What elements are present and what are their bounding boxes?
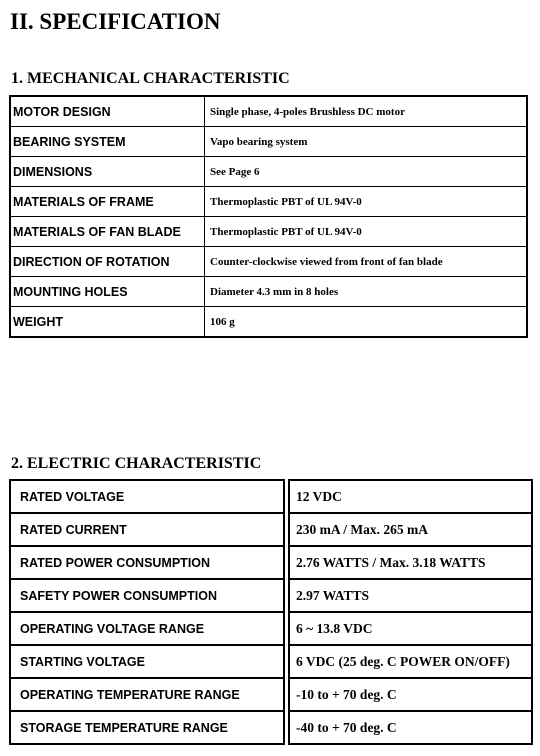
- spec-value: 6 VDC (25 deg. C POWER ON/OFF): [288, 645, 533, 678]
- spec-value: 12 VDC: [288, 479, 533, 513]
- spec-label: OPERATING TEMPERATURE RANGE: [9, 678, 285, 711]
- spec-label: DIMENSIONS: [11, 157, 205, 187]
- table-row: [11, 187, 526, 217]
- table-row: [9, 711, 533, 745]
- spec-value: 2.97 WATTS: [288, 579, 533, 612]
- table-row: [9, 612, 533, 645]
- spec-label: BEARING SYSTEM: [11, 127, 205, 157]
- table-row: [9, 579, 533, 612]
- spec-label: OPERATING VOLTAGE RANGE: [9, 612, 285, 645]
- table-row: [11, 307, 526, 336]
- spec-label: MOUNTING HOLES: [11, 277, 205, 307]
- page-title: II. SPECIFICATION: [10, 9, 221, 34]
- mechanical-spec-table: [9, 95, 528, 338]
- table-row: [9, 645, 533, 678]
- spec-value: Thermoplastic PBT of UL 94V-0: [205, 187, 526, 217]
- table-row: [11, 97, 526, 127]
- spec-value: Vapo bearing system: [205, 127, 526, 157]
- spec-value: Single phase, 4-poles Brushless DC motor: [205, 97, 526, 127]
- spec-value: 106 g: [210, 315, 235, 328]
- table-row: [11, 277, 526, 307]
- spec-value: -40 to + 70 deg. C: [288, 711, 533, 745]
- spec-value: Diameter 4.3 mm in 8 holes: [205, 277, 526, 307]
- spec-value: -10 to + 70 deg. C: [288, 678, 533, 711]
- spec-label: RATED VOLTAGE: [9, 479, 285, 513]
- table-row: [11, 157, 526, 187]
- spec-label: MATERIALS OF FAN BLADE: [11, 217, 205, 247]
- spec-value: 2.76 WATTS / Max. 3.18 WATTS: [288, 546, 533, 579]
- electric-spec-table: [9, 479, 533, 745]
- table-row: [9, 513, 533, 546]
- spec-label: STARTING VOLTAGE: [9, 645, 285, 678]
- spec-label: RATED CURRENT: [9, 513, 285, 546]
- spec-value: Counter-clockwise viewed from front of fan blade: [205, 247, 526, 277]
- table-row: [9, 546, 533, 579]
- electric-section-title: 2. ELECTRIC CHARACTERISTIC: [11, 455, 262, 472]
- table-row: [11, 217, 526, 247]
- spec-label: RATED POWER CONSUMPTION: [9, 546, 285, 579]
- spec-label: SAFETY POWER CONSUMPTION: [9, 579, 285, 612]
- spec-label: MOTOR DESIGN: [11, 97, 205, 127]
- mechanical-section-title: 1. MECHANICAL CHARACTERISTIC: [11, 70, 290, 87]
- spec-label: MATERIALS OF FRAME: [11, 187, 205, 217]
- spec-label: DIRECTION OF ROTATION: [11, 247, 205, 277]
- spec-value: 6 ~ 13.8 VDC: [288, 612, 533, 645]
- spec-value: Thermoplastic PBT of UL 94V-0: [205, 217, 526, 247]
- spec-label: WEIGHT: [11, 307, 205, 336]
- spec-label: STORAGE TEMPERATURE RANGE: [9, 711, 285, 745]
- spec-value: 230 mA / Max. 265 mA: [288, 513, 533, 546]
- table-row: [9, 479, 533, 513]
- spec-value: See Page 6: [205, 157, 526, 187]
- table-row: [11, 247, 526, 277]
- table-row: [9, 678, 533, 711]
- table-row: [11, 127, 526, 157]
